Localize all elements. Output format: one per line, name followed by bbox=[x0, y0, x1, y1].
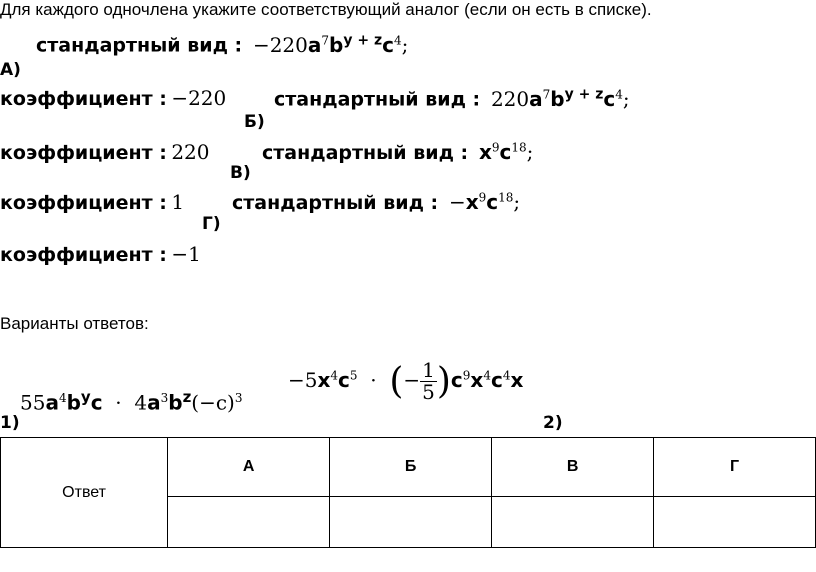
variant-2-fraction bbox=[420, 360, 437, 403]
item-v-coefficient-value: 1 bbox=[171, 190, 185, 214]
coefficient-label: коэффициент : bbox=[0, 88, 167, 110]
item-b-expression: $220a^7b^{y + z}c^4$; bbox=[484, 86, 630, 111]
instruction: Для каждого одночлена укажите соответствующий аналог (если он есть в списке). bbox=[0, 0, 652, 19]
variant-1-exp: 3 bbox=[234, 391, 243, 405]
item-b-standard-form bbox=[274, 86, 630, 111]
item-v-letter: В) bbox=[230, 163, 251, 183]
item-g-expression: $-x^9c^{18}$; bbox=[442, 190, 521, 214]
answer-cell-v[interactable] bbox=[492, 497, 654, 548]
variant-2-frac-sign: − bbox=[403, 368, 421, 392]
item-b-coefficient bbox=[0, 140, 210, 164]
variant-2-frac-num: 1 bbox=[422, 358, 435, 382]
column-header-g: Г bbox=[654, 438, 816, 497]
variant-2-dot: · bbox=[370, 368, 377, 392]
open-paren-icon: ( bbox=[389, 361, 404, 402]
variant-2-expression: $-5x^4c^5$ · (− $\frac{1}{5}$ )$c^9x^4c^4x$ bbox=[288, 358, 524, 404]
variant-1-dot: · bbox=[115, 390, 122, 415]
variant-1-expression: $55a^4b^yc \cdot 4a^3b^z(-c)^3$ bbox=[20, 388, 243, 415]
coefficient-label: коэффициент : bbox=[0, 142, 167, 164]
item-v-expression: $x^9c^{18}$; bbox=[478, 140, 534, 164]
item-a-coefficient bbox=[0, 86, 226, 110]
item-g-standard-form bbox=[232, 190, 520, 214]
column-header-a: А bbox=[168, 438, 330, 497]
standard-form-label: стандартный вид : bbox=[232, 192, 439, 214]
answer-cell-a[interactable] bbox=[168, 497, 330, 548]
item-v-coefficient bbox=[0, 190, 184, 214]
item-a-letter: А) bbox=[0, 60, 21, 80]
item-v-standard-form bbox=[262, 140, 533, 164]
answer-table bbox=[0, 437, 816, 548]
column-header-v: В bbox=[492, 438, 654, 497]
answer-cell-g[interactable] bbox=[654, 497, 816, 548]
variant-1-coef2: 4 bbox=[134, 390, 148, 415]
variant-1-number: 1) bbox=[0, 413, 20, 433]
coefficient-label: коэффициент : bbox=[0, 244, 167, 266]
item-g-letter: Г) bbox=[202, 214, 221, 234]
item-g-coefficient bbox=[0, 242, 201, 266]
standard-form-label: стандартный вид : bbox=[262, 142, 469, 164]
item-a-standard-form bbox=[36, 32, 408, 57]
variant-1-coef1: 55 bbox=[20, 390, 46, 415]
item-b-coefficient-value: 220 bbox=[171, 140, 210, 164]
standard-form-label: стандартный вид : bbox=[274, 88, 481, 111]
close-paren-icon: ) bbox=[436, 361, 451, 402]
variant-1-tail: (−c) bbox=[191, 390, 235, 415]
item-a-expression: $-220a^7b^{y + z}c^4$; bbox=[246, 32, 409, 57]
row-label-answer: Ответ bbox=[1, 438, 168, 548]
variant-2-number: 2) bbox=[543, 413, 563, 433]
answer-cell-b[interactable] bbox=[330, 497, 492, 548]
item-g-coefficient-value: −1 bbox=[171, 242, 201, 266]
column-header-b: Б bbox=[330, 438, 492, 497]
item-a-coefficient-value: −220 bbox=[171, 86, 227, 110]
variants-title: Варианты ответов: bbox=[0, 314, 149, 333]
variant-2-frac-den: 5 bbox=[422, 380, 435, 404]
coefficient-label: коэффициент : bbox=[0, 192, 167, 214]
item-b-letter: Б) bbox=[244, 112, 265, 132]
standard-form-label: стандартный вид : bbox=[36, 34, 243, 57]
variant-2-coef1: −5 bbox=[288, 368, 318, 392]
